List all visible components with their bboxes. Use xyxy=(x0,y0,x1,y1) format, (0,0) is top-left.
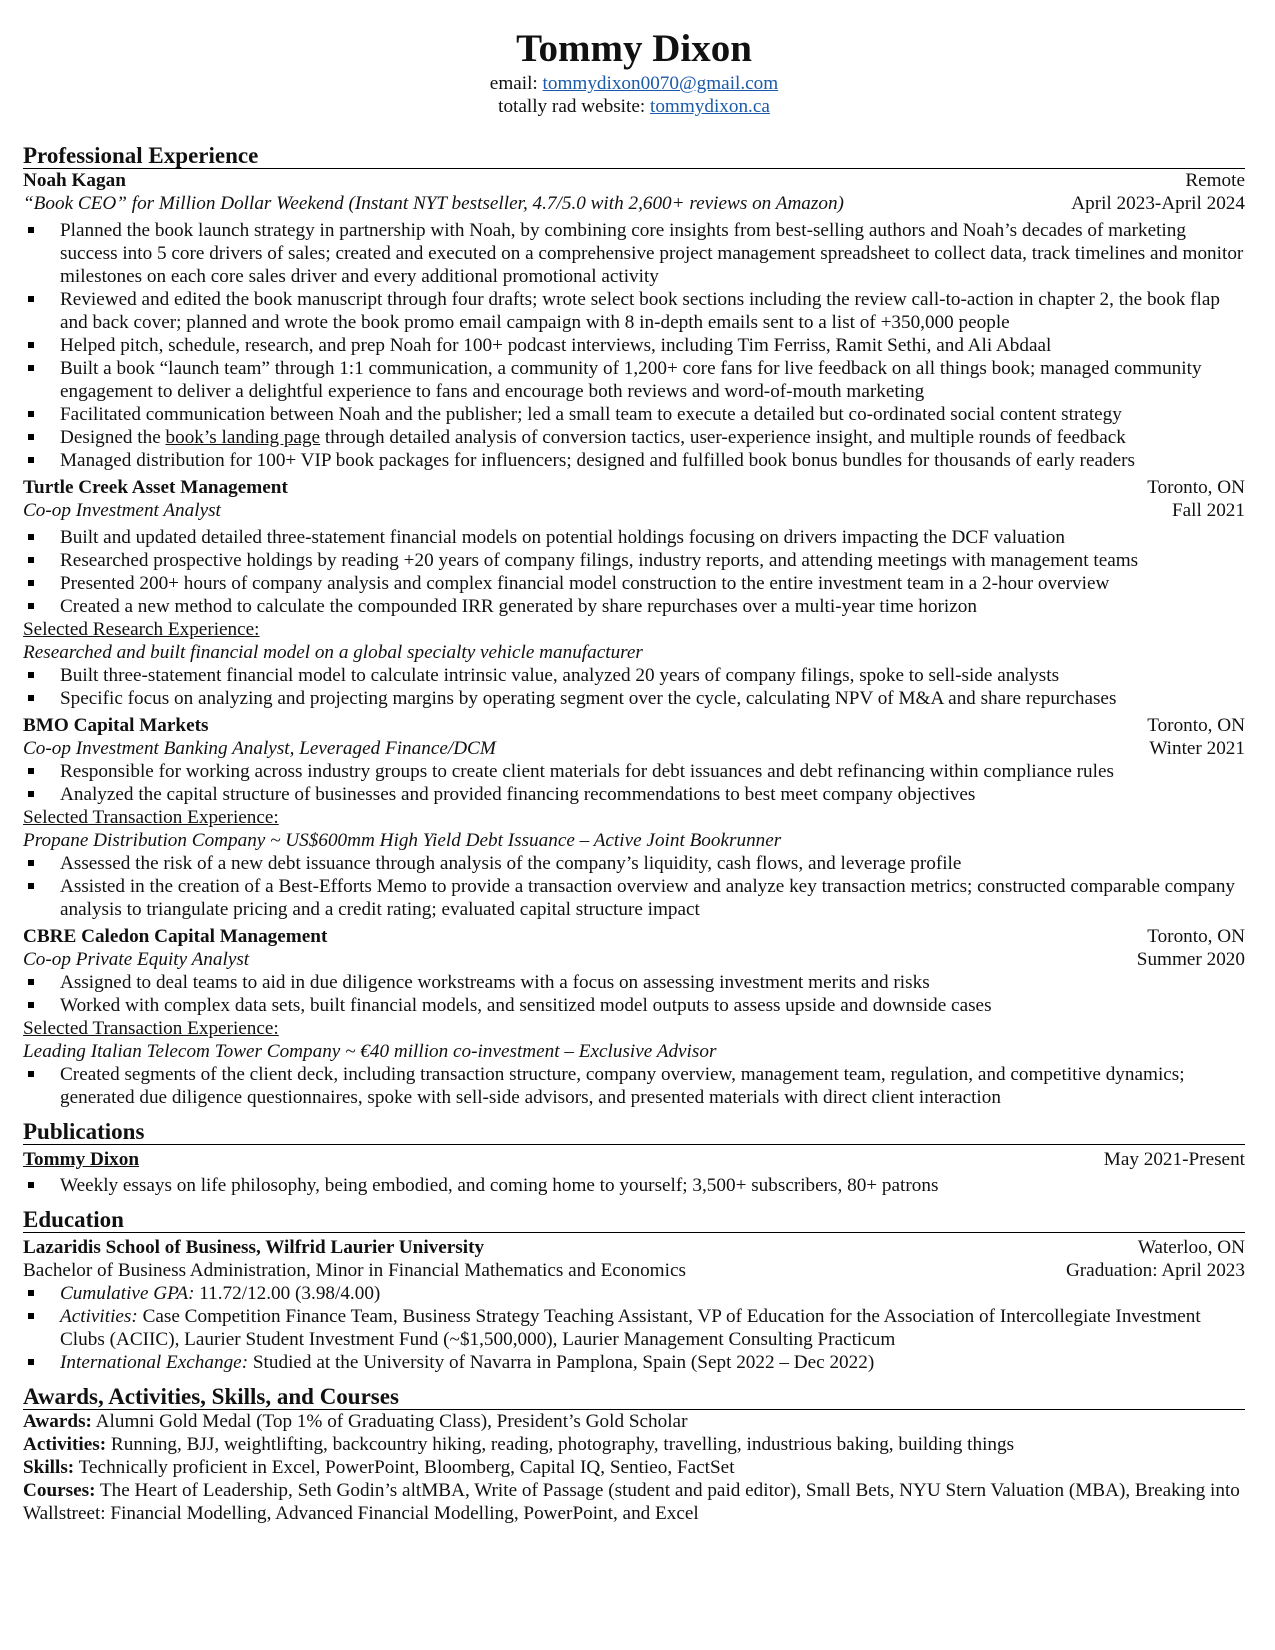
activities-value: Case Competition Finance Team, Business Strategy Teaching Assistant, VP of Education for the Association of Intercollegiate Investment Clubs (ACIIC), Laurier Student Investment Fund (~$1,500,000), Laurier Management Consulting Practicum xyxy=(60,1306,1201,1350)
selected-bullets-bmo xyxy=(23,852,1245,921)
job-bullets-bmo xyxy=(23,760,1245,806)
job-location: Toronto, ON xyxy=(1147,926,1245,947)
job-role-row-turtle xyxy=(23,499,1245,522)
bullet-item: Specific focus on analyzing and projecting margins by operating segment over the cycle, calculating NPV of M&A and share repurchases xyxy=(23,687,1245,710)
job-location: Toronto, ON xyxy=(1147,477,1245,498)
gpa-label: Cumulative GPA: xyxy=(60,1283,195,1304)
job-role-row-noah xyxy=(23,192,1245,215)
bullet-item: Worked with complex data sets, built financial models, and sensitized model outputs to assess upside and downside cases xyxy=(23,994,1245,1017)
graduation-date: Graduation: April 2023 xyxy=(1065,1260,1245,1281)
courses-line xyxy=(23,1479,1245,1525)
school-name: Lazaridis School of Business, Wilfrid Laurier University xyxy=(23,1237,485,1258)
landing-page-link[interactable]: book’s landing page xyxy=(165,427,321,448)
education-bullets xyxy=(23,1282,1245,1374)
job-role: Co-op Investment Analyst xyxy=(23,500,221,521)
job-dates: Summer 2020 xyxy=(1136,949,1245,970)
publication-bullets xyxy=(23,1174,1245,1197)
resume-page xyxy=(23,0,1245,1525)
activities-label: Activities: xyxy=(23,1434,107,1455)
skills-label: Skills: xyxy=(23,1457,75,1478)
job-org: Turtle Creek Asset Management xyxy=(23,477,288,498)
selected-bullets-cbre xyxy=(23,1063,1245,1109)
bullet-item: Reviewed and edited the book manuscript through four drafts; wrote select book sections including the review call-to-action in chapter 2, the book flap and back cover; planned and wrote the book promo email campaign with 8 in-depth emails sent to a list of +350,000 people xyxy=(23,288,1245,334)
selected-experience-title: Researched and built financial model on a global specialty vehicle manufacturer xyxy=(23,642,643,663)
publication-header xyxy=(23,1148,1245,1171)
publication-name: Tommy Dixon xyxy=(23,1149,140,1170)
bullet-item: Responsible for working across industry groups to create client materials for debt issuances and debt refinancing within compliance rules xyxy=(23,760,1245,783)
section-title-experience: Professional Experience xyxy=(23,143,1245,169)
selected-bullets-turtle xyxy=(23,664,1245,710)
website-line xyxy=(23,95,1245,118)
selected-experience-title: Leading Italian Telecom Tower Company ~ €40 million co-investment – Exclusive Advisor xyxy=(23,1041,717,1062)
bullet-item: Built three-statement financial model to calculate intrinsic value, analyzed 20 years of company filings, spoke to sell-side analysts xyxy=(23,664,1245,687)
bullet-item xyxy=(23,1351,1245,1374)
job-org: Noah Kagan xyxy=(23,170,126,191)
job-bullets-turtle xyxy=(23,526,1245,618)
bullet-item: Helped pitch, schedule, research, and prep Noah for 100+ podcast interviews, including Tim Ferriss, Ramit Sethi, and Ali Abdaal xyxy=(23,334,1245,357)
job-role-row-cbre xyxy=(23,948,1245,971)
section-title-education: Education xyxy=(23,1207,1245,1233)
bullet-item: Built and updated detailed three-statement financial models on potential holdings focusing on drivers impacting the DCF valuation xyxy=(23,526,1245,549)
job-role: Co-op Investment Banking Analyst, Leveraged Finance/DCM xyxy=(23,738,496,759)
degree-row xyxy=(23,1259,1245,1282)
job-location: Toronto, ON xyxy=(1147,715,1245,736)
job-org: BMO Capital Markets xyxy=(23,715,209,736)
exchange-label: International Exchange: xyxy=(60,1352,249,1373)
awards-value: Alumni Gold Medal (Top 1% of Graduating Class), President’s Gold Scholar xyxy=(91,1411,688,1432)
bullet-item: Analyzed the capital structure of businesses and provided financing recommendations to best meet company objectives xyxy=(23,783,1245,806)
selected-experience-label: Selected Transaction Experience: xyxy=(23,1018,279,1039)
bullet-item: Presented 200+ hours of company analysis and complex financial model construction to the entire investment team in a 2-hour overview xyxy=(23,572,1245,595)
resume-name: Tommy Dixon xyxy=(516,27,752,70)
job-org: CBRE Caledon Capital Management xyxy=(23,926,328,947)
bullet-item: Facilitated communication between Noah and the publisher; led a small team to execute a detailed but co-ordinated social content strategy xyxy=(23,403,1245,426)
skills-line xyxy=(23,1456,1245,1479)
activities-value: Running, BJJ, weightlifting, backcountry hiking, reading, photography, travelling, industrious baking, building things xyxy=(106,1434,1015,1455)
awards-line xyxy=(23,1410,1245,1433)
gpa-value: 11.72/12.00 (3.98/4.00) xyxy=(194,1283,381,1304)
website-link[interactable]: tommydixon.ca xyxy=(649,96,770,117)
job-role: Co-op Private Equity Analyst xyxy=(23,949,250,970)
section-title-publications: Publications xyxy=(23,1119,1245,1145)
activities-label: Activities: xyxy=(60,1306,138,1327)
bullet-text: Designed the xyxy=(60,427,166,448)
bullet-item: Built a book “launch team” through 1:1 communication, a community of 1,200+ core fans for live feedback on all things book; managed community engagement to deliver a delightful experience to fans and encourage both reviews and word-of-mouth marketing xyxy=(23,357,1245,403)
bullet-item xyxy=(23,1282,1245,1305)
bullet-item: Created segments of the client deck, including transaction structure, company overview, management team, regulation, and competitive dynamics; generated due diligence questionnaires, spoke with sell-side advisors, and presented materials with direct client interaction xyxy=(23,1063,1245,1109)
job-role-row-bmo xyxy=(23,737,1245,760)
job-dates: Winter 2021 xyxy=(1149,738,1245,759)
email-label: email: xyxy=(489,73,543,94)
job-header-noah xyxy=(23,169,1245,192)
publication-dates: May 2021-Present xyxy=(1103,1149,1245,1170)
job-header-cbre xyxy=(23,925,1245,948)
selected-experience-label: Selected Research Experience: xyxy=(23,619,260,640)
job-location: Remote xyxy=(1185,170,1245,191)
exchange-value: Studied at the University of Navarra in Pamplona, Spain (Sept 2022 – Dec 2022) xyxy=(248,1352,875,1373)
bullet-item: Created a new method to calculate the compounded IRR generated by share repurchases over a multi-year time horizon xyxy=(23,595,1245,618)
bullet-text: through detailed analysis of conversion tactics, user-experience insight, and multiple rounds of feedback xyxy=(320,427,1126,448)
bullet-item: Assisted in the creation of a Best-Efforts Memo to provide a transaction overview and analyze key transaction metrics; constructed comparable company analysis to triangulate pricing and a credit rating; evaluated capital structure impact xyxy=(23,875,1245,921)
section-title-awards: Awards, Activities, Skills, and Courses xyxy=(23,1384,1245,1410)
website-label: totally rad website: xyxy=(498,96,650,117)
job-dates: April 2023-April 2024 xyxy=(1071,193,1245,214)
bullet-item xyxy=(23,1305,1245,1351)
school-location: Waterloo, ON xyxy=(1137,1237,1245,1258)
selected-experience-title: Propane Distribution Company ~ US$600mm High Yield Debt Issuance – Active Joint Bookrunner xyxy=(23,830,782,851)
bullet-item: Weekly essays on life philosophy, being embodied, and coming home to yourself; 3,500+ subscribers, 80+ patrons xyxy=(23,1174,1245,1197)
email-line xyxy=(23,72,1245,95)
bullet-item: Assessed the risk of a new debt issuance through analysis of the company’s liquidity, cash flows, and leverage profile xyxy=(23,852,1245,875)
bullet-item: Managed distribution for 100+ VIP book packages for influencers; designed and fulfilled book bonus bundles for thousands of early readers xyxy=(23,449,1245,472)
job-dates: Fall 2021 xyxy=(1171,500,1245,521)
job-bullets-noah xyxy=(23,219,1245,472)
selected-experience-label: Selected Transaction Experience: xyxy=(23,807,279,828)
courses-label: Courses: xyxy=(23,1480,96,1501)
job-bullets-cbre xyxy=(23,971,1245,1017)
courses-value: The Heart of Leadership, Seth Godin’s altMBA, Write of Passage (student and paid editor), Small Bets, NYU Stern Valuation (MBA), Breaking into Wallstreet: Financial Modelling, Advanced Financial Modelling, PowerPoint, and Excel xyxy=(23,1480,1240,1524)
email-link[interactable]: tommydixon0070@gmail.com xyxy=(542,73,779,94)
skills-value: Technically proficient in Excel, PowerPoint, Bloomberg, Capital IQ, Sentieo, FactSet xyxy=(74,1457,735,1478)
job-header-bmo xyxy=(23,714,1245,737)
job-role: “Book CEO” for Million Dollar Weekend (Instant NYT bestseller, 4.7/5.0 with 2,600+ reviews on Amazon) xyxy=(23,193,844,214)
bullet-item xyxy=(23,426,1245,449)
bullet-item: Planned the book launch strategy in partnership with Noah, by combining core insights from best-selling authors and Noah’s decades of marketing success into 5 core drivers of sales; created and executed on a comprehensive project management spreadsheet to collect data, track timelines and monitor milestones on each core sales driver and every additional promotional activity xyxy=(23,219,1245,288)
degree: Bachelor of Business Administration, Minor in Financial Mathematics and Economics xyxy=(23,1260,686,1281)
activities-line xyxy=(23,1433,1245,1456)
job-header-turtle xyxy=(23,476,1245,499)
awards-label: Awards: xyxy=(23,1411,92,1432)
bullet-item: Researched prospective holdings by reading +20 years of company filings, industry reports, and attending meetings with management teams xyxy=(23,549,1245,572)
bullet-item: Assigned to deal teams to aid in due diligence workstreams with a focus on assessing investment merits and risks xyxy=(23,971,1245,994)
education-header xyxy=(23,1236,1245,1259)
